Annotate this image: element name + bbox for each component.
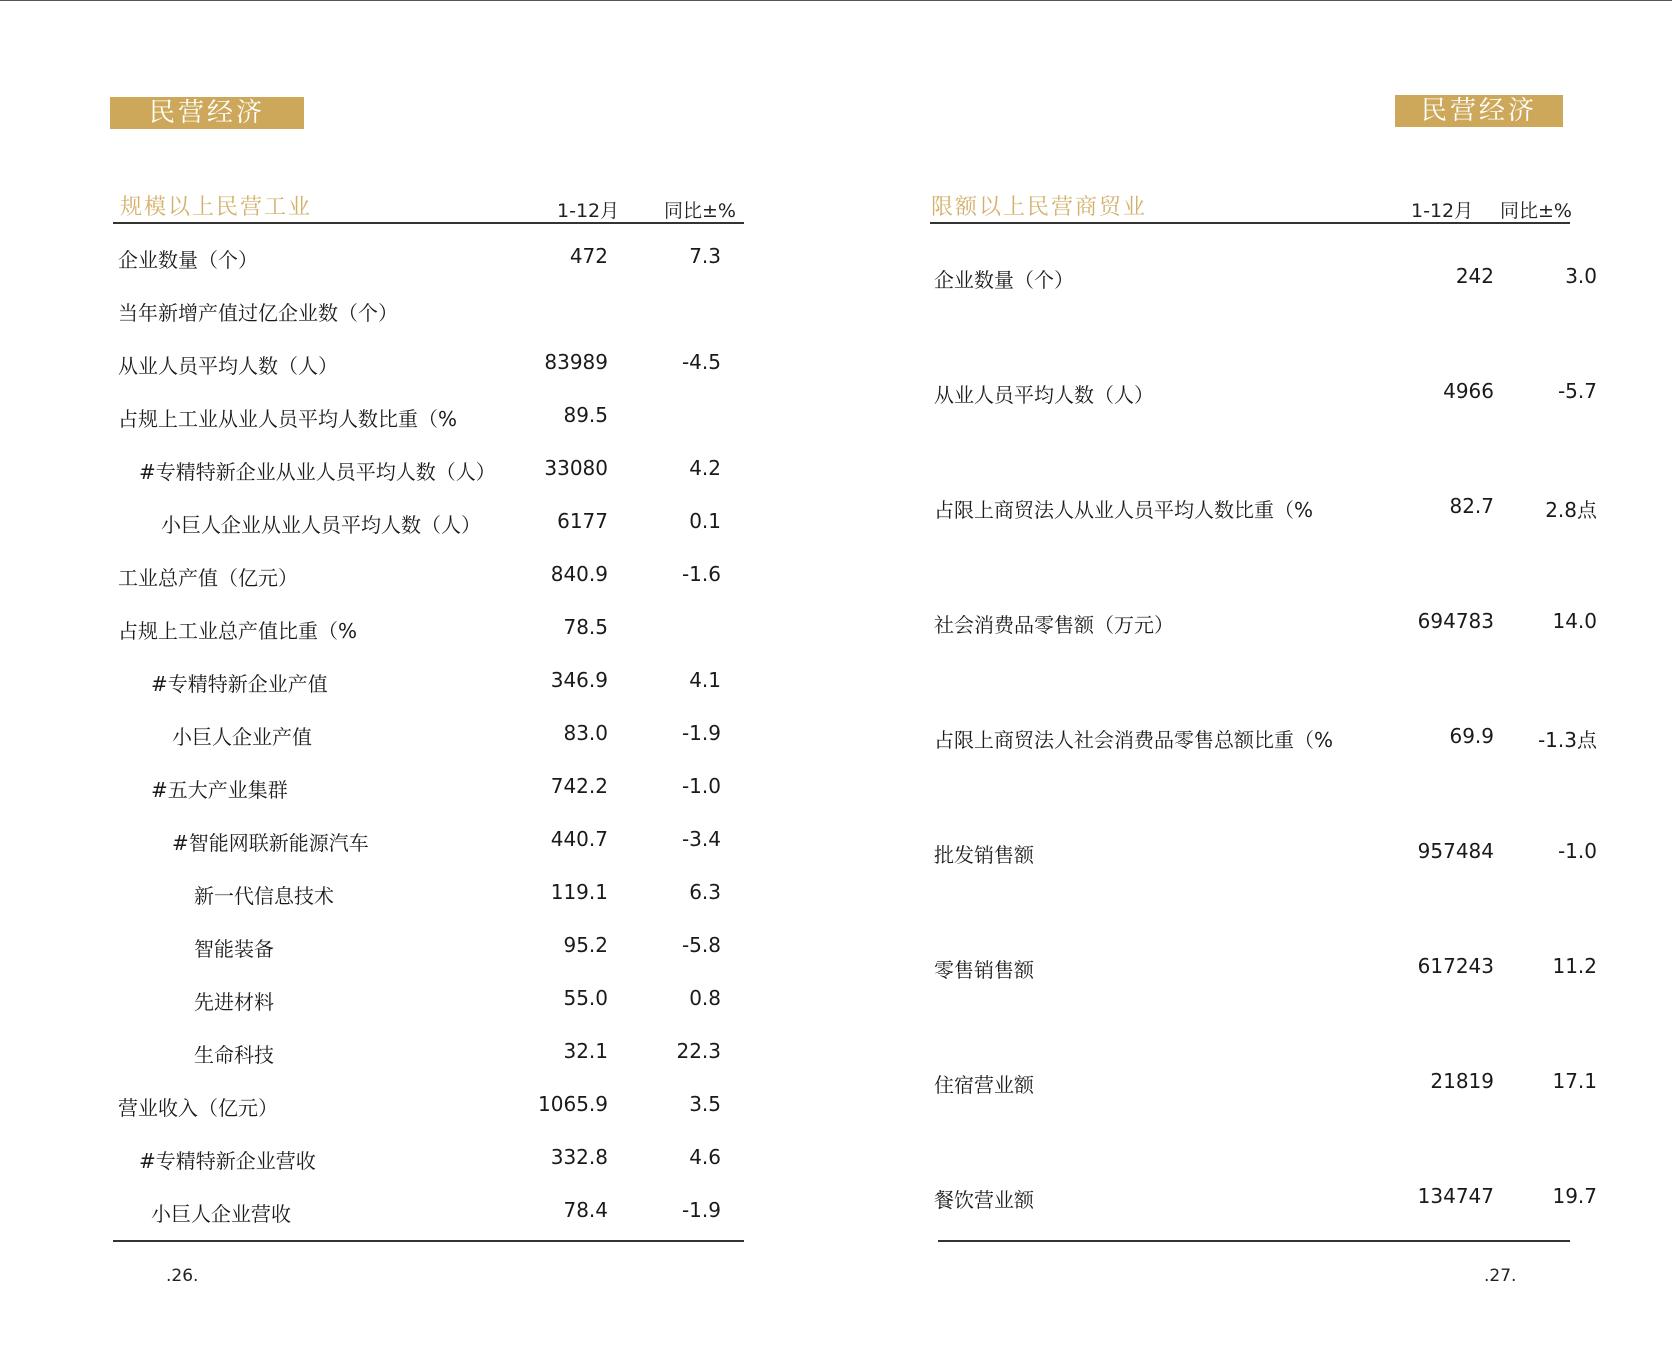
row-value: 742.2: [550, 774, 608, 798]
row-change: 4.2: [689, 456, 721, 480]
row-value: 242: [1455, 264, 1494, 288]
row-label: 新一代信息技术: [194, 884, 334, 908]
row-label: 占规上工业从业人员平均人数比重（%: [118, 407, 458, 431]
row-change: -5.8: [681, 933, 721, 957]
row-label: 批发销售额: [934, 843, 1034, 867]
row-value: 440.7: [550, 827, 608, 851]
row-label: 工业总产值（亿元）: [118, 566, 298, 590]
row-change: -4.5: [681, 350, 721, 374]
row-change: -3.4: [681, 827, 721, 851]
row-label: 企业数量（个）: [118, 248, 258, 272]
row-value: 32.1: [563, 1039, 608, 1063]
row-change: 2.8点: [1545, 498, 1597, 522]
row-value: 95.2: [563, 933, 608, 957]
row-change: -5.7: [1557, 379, 1597, 403]
row-label: 先进材料: [194, 990, 274, 1014]
row-change: 17.1: [1552, 1069, 1597, 1093]
row-change: -1.6: [681, 562, 721, 586]
table-top-rule: [113, 222, 744, 224]
row-label: 生命科技: [194, 1043, 274, 1067]
row-change: -1.9: [681, 1198, 721, 1222]
row-value: 69.9: [1449, 724, 1494, 748]
row-change: 22.3: [676, 1039, 721, 1063]
column-header-period: 1-12月: [1411, 200, 1474, 222]
row-value: 119.1: [550, 880, 608, 904]
table-bottom-rule: [113, 1240, 744, 1242]
row-value: 78.4: [563, 1198, 608, 1222]
row-change: 4.6: [689, 1145, 721, 1169]
row-change: 0.1: [689, 509, 721, 533]
row-value: 83.0: [563, 721, 608, 745]
row-value: 617243: [1417, 954, 1494, 978]
row-value: 82.7: [1449, 494, 1494, 518]
row-change: -1.9: [681, 721, 721, 745]
column-header-period: 1-12月: [557, 200, 620, 222]
row-label: 当年新增产值过亿企业数（个）: [118, 301, 398, 325]
row-value: 83989: [544, 350, 608, 374]
row-value: 55.0: [563, 986, 608, 1010]
column-header-change: 同比±%: [1500, 200, 1572, 222]
row-change: -1.3点: [1537, 728, 1597, 752]
row-label: 占限上商贸法人从业人员平均人数比重（%: [934, 498, 1314, 522]
page-number: .26.: [166, 1266, 199, 1286]
row-label: #五大产业集群: [151, 778, 288, 802]
row-label: 社会消费品零售额（万元）: [934, 613, 1174, 637]
table-bottom-rule: [938, 1240, 1570, 1242]
row-value: 346.9: [550, 668, 608, 692]
row-change: -1.0: [681, 774, 721, 798]
row-value: 472: [569, 244, 608, 268]
row-change: 3.0: [1565, 264, 1597, 288]
row-change: 19.7: [1552, 1184, 1597, 1208]
row-value: 1065.9: [538, 1092, 608, 1116]
row-value: 78.5: [563, 615, 608, 639]
row-label: 餐饮营业额: [934, 1188, 1034, 1212]
row-label: 占限上商贸法人社会消费品零售总额比重（%: [934, 728, 1334, 752]
row-label: #专精特新企业产值: [151, 672, 328, 696]
row-change: 7.3: [689, 244, 721, 268]
section-title: 限额以上民营商贸业: [931, 195, 1148, 220]
row-label: #智能网联新能源汽车: [172, 831, 369, 855]
row-label: 零售销售额: [934, 958, 1034, 982]
row-change: 6.3: [689, 880, 721, 904]
row-label: 从业人员平均人数（人）: [118, 354, 338, 378]
page-number: .27.: [1484, 1266, 1517, 1286]
row-value: 6177: [557, 509, 608, 533]
row-change: -1.0: [1557, 839, 1597, 863]
row-change: 14.0: [1552, 609, 1597, 633]
row-label: 住宿营业额: [934, 1073, 1034, 1097]
table-top-rule: [930, 222, 1570, 224]
row-value: 134747: [1417, 1184, 1494, 1208]
row-label: 占规上工业总产值比重（%: [118, 619, 358, 643]
row-change: 0.8: [689, 986, 721, 1010]
row-label: 小巨人企业从业人员平均人数（人）: [161, 513, 481, 537]
row-value: 957484: [1417, 839, 1494, 863]
row-value: 840.9: [550, 562, 608, 586]
row-label: 营业收入（亿元）: [118, 1096, 278, 1120]
row-label: 智能装备: [194, 937, 274, 961]
row-value: 21819: [1430, 1069, 1494, 1093]
row-value: 694783: [1417, 609, 1494, 633]
row-change: 3.5: [689, 1092, 721, 1116]
row-value: 33080: [544, 456, 608, 480]
row-value: 89.5: [563, 403, 608, 427]
row-label: #专精特新企业从业人员平均人数（人）: [139, 460, 496, 484]
row-value: 332.8: [550, 1145, 608, 1169]
section-badge: 民营经济: [1395, 95, 1563, 127]
page-right: [836, 0, 1672, 1353]
row-label: 小巨人企业产值: [172, 725, 312, 749]
row-value: 4966: [1443, 379, 1494, 403]
row-label: 从业人员平均人数（人）: [934, 383, 1154, 407]
row-label: 企业数量（个）: [934, 268, 1074, 292]
row-label: #专精特新企业营收: [139, 1149, 316, 1173]
row-change: 11.2: [1552, 954, 1597, 978]
row-change: 4.1: [689, 668, 721, 692]
section-title: 规模以上民营工业: [120, 195, 313, 220]
row-label: 小巨人企业营收: [151, 1202, 291, 1226]
column-header-change: 同比±%: [664, 200, 736, 222]
section-badge: 民营经济: [110, 97, 304, 129]
